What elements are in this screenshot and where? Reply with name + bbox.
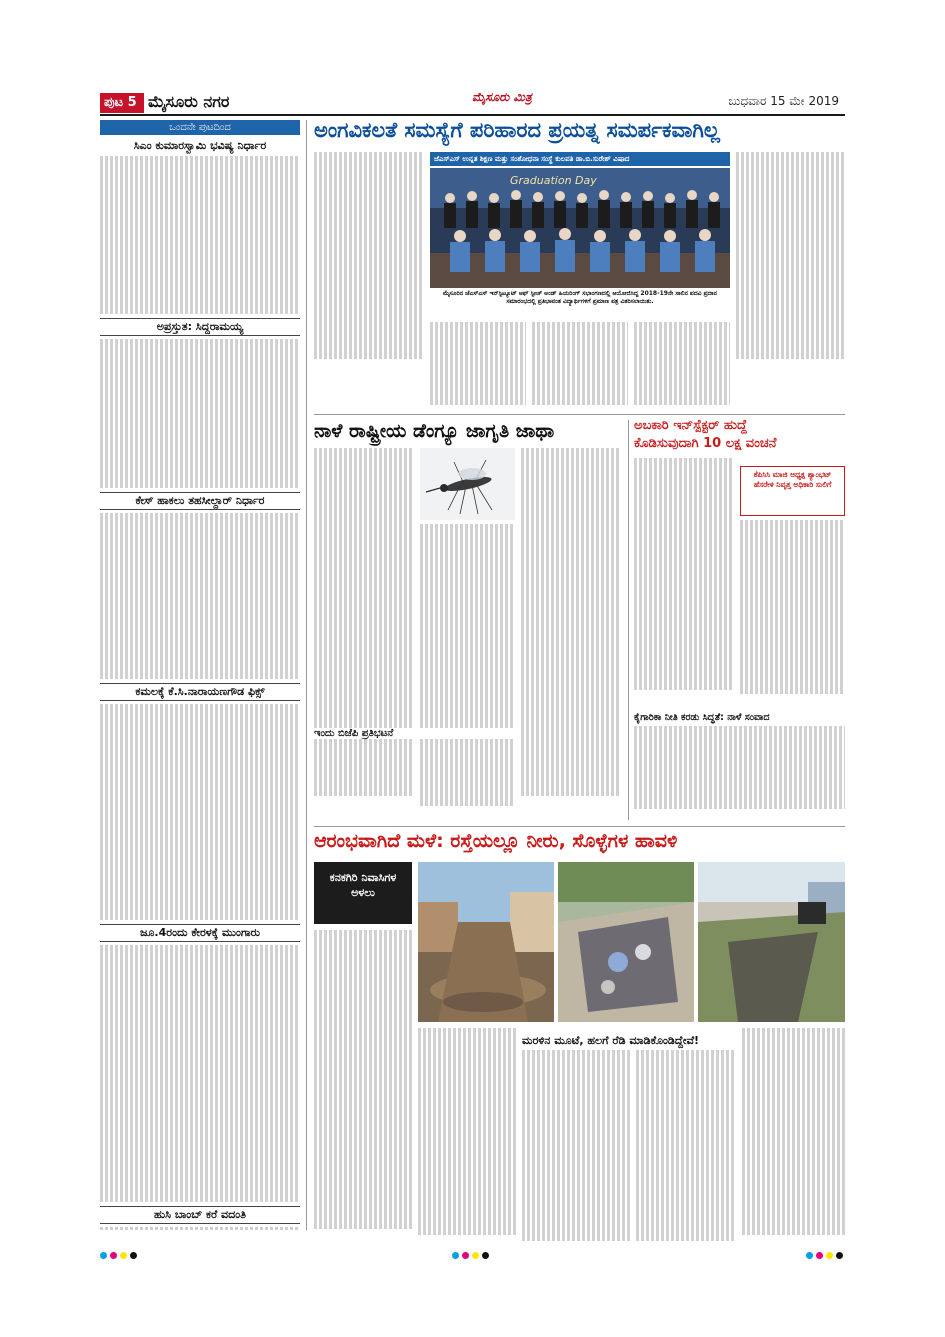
rain-col-2: [418, 1028, 516, 1248]
registration-marks: [100, 1252, 137, 1259]
abkari-headline-2: ಕೊಡಿಸುವುದಾಗಿ 10 ಲಕ್ಷ ವಂಚನೆ: [634, 436, 777, 451]
rain-col-3: [522, 1050, 632, 1248]
industrial-policy-body: [634, 726, 845, 818]
article-body: [100, 945, 300, 1202]
industrial-policy-heading: ಕೈಗಾರಿಕಾ ನೀತಿ ಕರಡು ಸಿದ್ಧತೆ: ನಾಳೆ ಸಂವಾದ: [634, 712, 770, 723]
bjp-protest-heading: ಇಂದು ಬಿಜೆಪಿ ಪ್ರತಿಭಟನೆ: [314, 728, 514, 739]
issue-date: ಬುಧವಾರ 15 ಮೇ 2019: [728, 94, 839, 108]
abkari-headline-1: ಅಬಕಾರಿ ಇನ್‌ಸ್ಪೆಕ್ಟರ್ ಹುದ್ದೆ: [634, 418, 748, 433]
photo-caption: ಮೈಸೂರಿನ ಜೆಎಸ್‌ಎಸ್ ಇನ್‌ಸ್ಟಿಟ್ಯೂಟ್ ಆಫ್ ಸ್ಪೀಚ್ ಅಂಡ್ ಹಿಯರಿಂಗ್ ಸಭಾಂಗಣದಲ್ಲಿ ಆಯೋಜಿಸಿದ್ದ 2018-19ನೇ ಸಾಲಿನ ಪದವಿ ಪ್ರದಾನ ಸಮಾರಂಭದಲ್ಲಿ ಪ್ರತಿಭಾವಂತ ವಿದ್ಯಾರ್ಥಿಗಳಿಗೆ ಪ್ರಮಾಣ ಪತ್ರ ವಿತರಿಸಲಾಯಿತು.: [442, 290, 718, 305]
rain-col-1: [314, 930, 412, 1248]
paper-logo: ಮೈಸೂರು ಮಿತ್ರ: [472, 90, 532, 104]
article-body: [100, 704, 300, 920]
top-story-col-bottom: [430, 322, 730, 410]
article-heading: ಜೂ.4ರಂದು ಕೇರಳಕ್ಕೆ ಮುಂಗಾರು: [100, 924, 300, 942]
abkari-highlight-box: [740, 466, 845, 516]
article-body: [100, 156, 300, 314]
abkari-col-1: [634, 458, 734, 698]
article-heading: ಹುಸಿ ಬಾಂಬ್ ಕರೆ ವದಂತಿ: [100, 1206, 300, 1224]
column-divider: [628, 420, 629, 820]
graduation-photo: [430, 168, 730, 288]
article-heading: ಸಿಎಂ ಕುಮಾರಸ್ವಾಮಿ ಭವಿಷ್ಯ ನಿರ್ಧಾರ: [133, 139, 267, 152]
page-number-badge: ಪುಟ 5: [100, 93, 144, 113]
article-body: [100, 339, 300, 488]
dengue-col-3: [521, 448, 621, 818]
top-story-col-1: [314, 152, 424, 367]
photo-banner-text: Graduation Day: [510, 174, 597, 187]
registration-marks: [452, 1252, 489, 1259]
rain-feature-box: [314, 862, 412, 924]
dengue-col-1: [314, 448, 414, 818]
left-column: [100, 120, 300, 1230]
article-heading: ಕೇಸ್ ಹಾಕಲು ತಹಸೀಲ್ದಾರ್ ನಿರ್ಧಾರ: [100, 492, 300, 510]
registration-marks: [806, 1252, 843, 1259]
header-rule: [100, 114, 845, 116]
abkari-box-title: ಕೆಪಿಸಿಸಿ ಮಾಜಿ ಅಧ್ಯಕ್ಷ ಶ್ಯಾಂಭಟ್ ಹೆಸರೇಳಿ ನಿವೃತ್ತ ಅಧಿಕಾರಿ ಸುಲಿಗೆ: [753, 470, 832, 489]
abkari-col-2: [740, 520, 845, 698]
section-divider: [314, 826, 845, 827]
article-body: [100, 513, 300, 679]
top-story-col-right: [736, 152, 845, 367]
article-body: [100, 1227, 300, 1230]
column-divider: [306, 120, 307, 1230]
section-title: ಮೈಸೂರು ನಗರ: [148, 92, 230, 111]
top-story-subhead: ಜೆಎಸ್‌ಎಸ್ ಉನ್ನತ ಶಿಕ್ಷಣ ಮತ್ತು ಸಂಶೋಧನಾ ಸಂಸ್ಥೆ ಕುಲಪತಿ ಡಾ.ಬಿ.ಸುರೇಶ್ ವಿಷಾದ: [434, 155, 630, 163]
drain-photo: [558, 862, 694, 1022]
dengue-headline: ನಾಳೆ ರಾಷ್ಟ್ರೀಯ ಡೆಂಗ್ಯೂ ಜಾಗೃತಿ ಜಾಥಾ: [314, 420, 555, 442]
dengue-col-2: [420, 524, 515, 819]
rain-subhead: ಮರಳಿನ ಮೂಟೆ, ಹಲಗೆ ರೆಡಿ ಮಾಡಿಕೊಂಡಿದ್ದೇವೆ!: [522, 1034, 700, 1047]
canal-photo: [698, 862, 845, 1022]
section-divider: [314, 414, 845, 415]
rain-col-4: [636, 1050, 736, 1248]
article-heading: ಅಪ್ರಸ್ತುತ: ಸಿದ್ದರಾಮಯ್ಯ: [100, 318, 300, 336]
newspaper-page: [100, 88, 845, 1248]
article-heading: ಕಮಲಕ್ಕೆ ಕೆ.ಸಿ.ನಾರಾಯಣಗೌಡ ಫಿಕ್ಸ್: [100, 683, 300, 701]
street-flood-photo: [418, 862, 554, 1022]
rain-box-title: ಕನಕಗಿರಿ ನಿವಾಸಿಗಳ ಅಳಲು: [329, 871, 397, 899]
page-header: [100, 88, 845, 116]
mosquito-photo: [420, 448, 515, 520]
top-story-headline: ಅಂಗವಿಕಲತೆ ಸಮಸ್ಯೆಗೆ ಪರಿಹಾರದ ಪ್ರಯತ್ನ ಸಮರ್ಪಕವಾಗಿಲ್ಲ: [314, 118, 720, 142]
rain-col-5: [742, 1028, 845, 1248]
top-story-subhead-bar: [430, 152, 730, 166]
rain-headline: ಆರಂಭವಾಗಿದೆ ಮಳೆ: ರಸ್ತೆಯಲ್ಲೂ ನೀರು, ಸೊಳ್ಳೆಗಳ ಹಾವಳಿ: [314, 830, 678, 852]
category-bar: ಒಂದನೇ ಪುಟದಿಂದ: [100, 120, 300, 135]
